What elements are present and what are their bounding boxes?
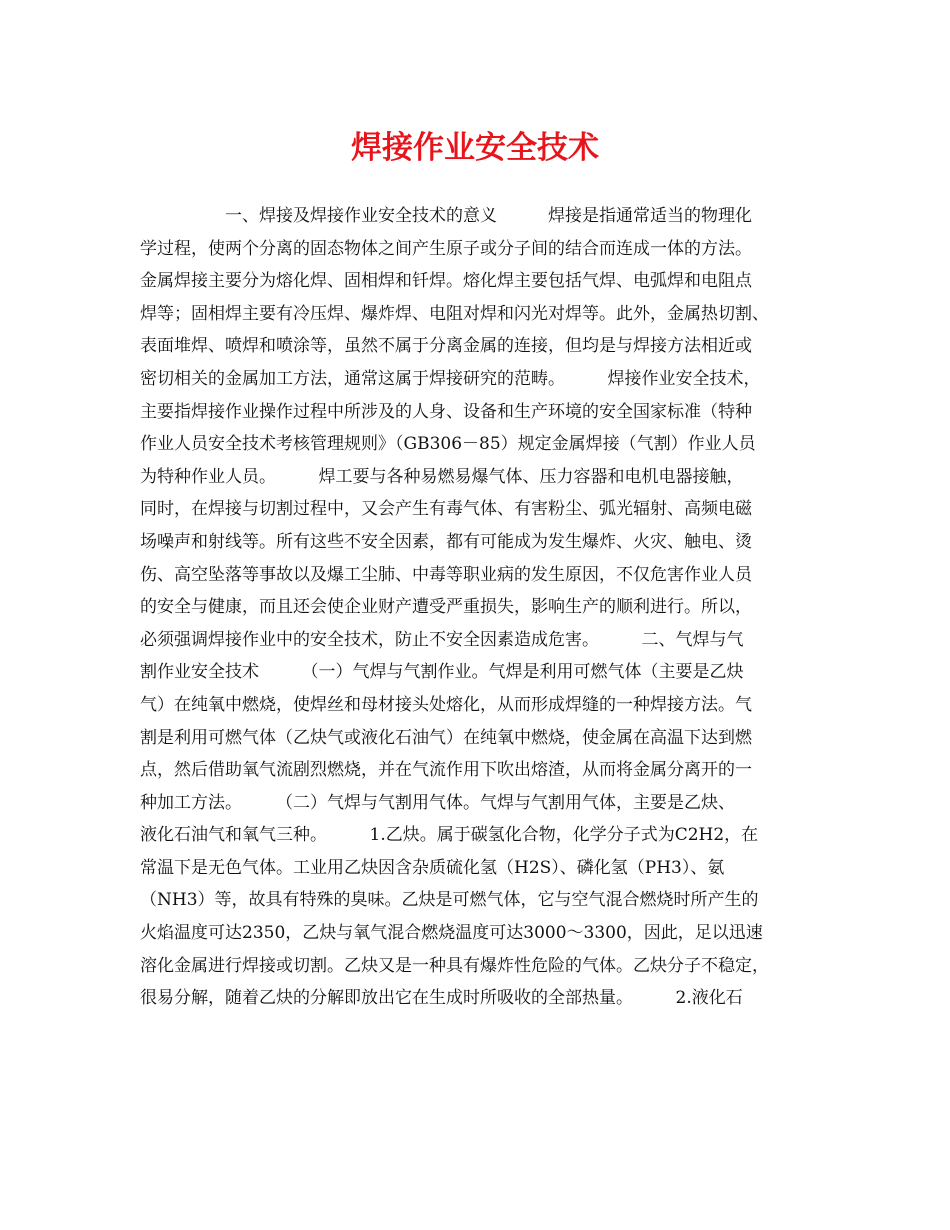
body-line: 火焰温度可达2350，乙炔与氧气混合燃烧温度可达3000～3300，因此，足以迅速 (140, 923, 763, 944)
body-line: 金属焊接主要分为熔化焊、固相焊和钎焊。熔化焊主要包括气焊、电弧焊和电阻点 (140, 271, 752, 292)
body-line: 焊等；固相焊主要有冷压焊、爆炸焊、电阻对焊和闪光对焊等。此外，金属热切割、 (140, 303, 769, 324)
body-line: 同时，在焊接与切割过程中，又会产生有毒气体、有害粉尘、弧光辐射、高频电磁 (140, 499, 752, 520)
body-line: 密切相关的金属加工方法，通常这属于焊接研究的范畴。 焊接作业安全技术， (140, 368, 761, 389)
body-line: 伤、高空坠落等事故以及爆工尘肺、中毒等职业病的发生原因，不仅危害作业人员 (140, 564, 752, 585)
body-line: 很易分解，随着乙炔的分解即放出它在生成时所吸收的全部热量。 2.液化石 (140, 988, 743, 1009)
body-line: 气）在纯氧中燃烧，使焊丝和母材接头处熔化，从而形成焊缝的一种焊接方法。气 (140, 694, 752, 715)
body-line: 作业人员安全技术考核管理规则》（GB306－85）规定金属焊接（气割）作业人员 (140, 434, 756, 455)
body-line: 种加工方法。 （二）气焊与气割用气体。气焊与气割用气体，主要是乙炔、 (140, 792, 735, 813)
body-line: 场噪声和射线等。所有这些不安全因素，都有可能成为发生爆炸、火灾、触电、烫 (140, 531, 752, 552)
body-line: （NH3）等，故具有特殊的臭味。乙炔是可燃气体，它与空气混合燃烧时所产生的 (140, 890, 759, 911)
body-line: 点，然后借助氧气流剧烈燃烧，并在气流作用下吹出熔渣，从而将金属分离开的一 (140, 760, 752, 781)
body-line: 溶化金属进行焊接或切割。乙炔又是一种具有爆炸性危险的气体。乙炔分子不稳定， (140, 955, 769, 976)
body-line: 学过程，使两个分离的固态物体之间产生原子或分子间的结合而连成一体的方法。 (140, 238, 752, 259)
body-line: 必须强调焊接作业中的安全技术，防止不安全因素造成危害。 二、气焊与气 (140, 629, 744, 650)
body-line: 常温下是无色气体。工业用乙炔因含杂质硫化氢（H2S）、磷化氢（PH3）、氨 (140, 857, 725, 878)
body-line: 为特种作业人员。 焊工要与各种易燃易爆气体、压力容器和电机电器接触， (140, 466, 744, 487)
body-line: 割是利用可燃气体（乙炔气或液化石油气）在纯氧中燃烧，使金属在高温下达到燃 (140, 727, 752, 748)
body-line: 液化石油气和氧气三种。 1.乙炔。属于碳氢化合物，化学分子式为C2H2，在 (140, 825, 759, 846)
body-line: 表面堆焊、喷焊和喷涂等，虽然不属于分离金属的连接，但均是与焊接方法相近或 (140, 336, 752, 357)
body-line: 的安全与健康，而且还会使企业财产遭受严重损失，影响生产的顺利进行。所以， (140, 597, 752, 618)
document-body (140, 200, 820, 1015)
document-title: 焊接作业安全技术 (351, 130, 599, 166)
body-line: 一、焊接及焊接作业安全技术的意义 焊接是指通常适当的物理化 (140, 206, 752, 226)
body-line: 主要指焊接作业操作过程中所涉及的人身、设备和生产环境的安全国家标准（特种 (140, 401, 752, 422)
body-line: 割作业安全技术 （一）气焊与气割作业。气焊是利用可燃气体（主要是乙炔 (140, 662, 744, 683)
